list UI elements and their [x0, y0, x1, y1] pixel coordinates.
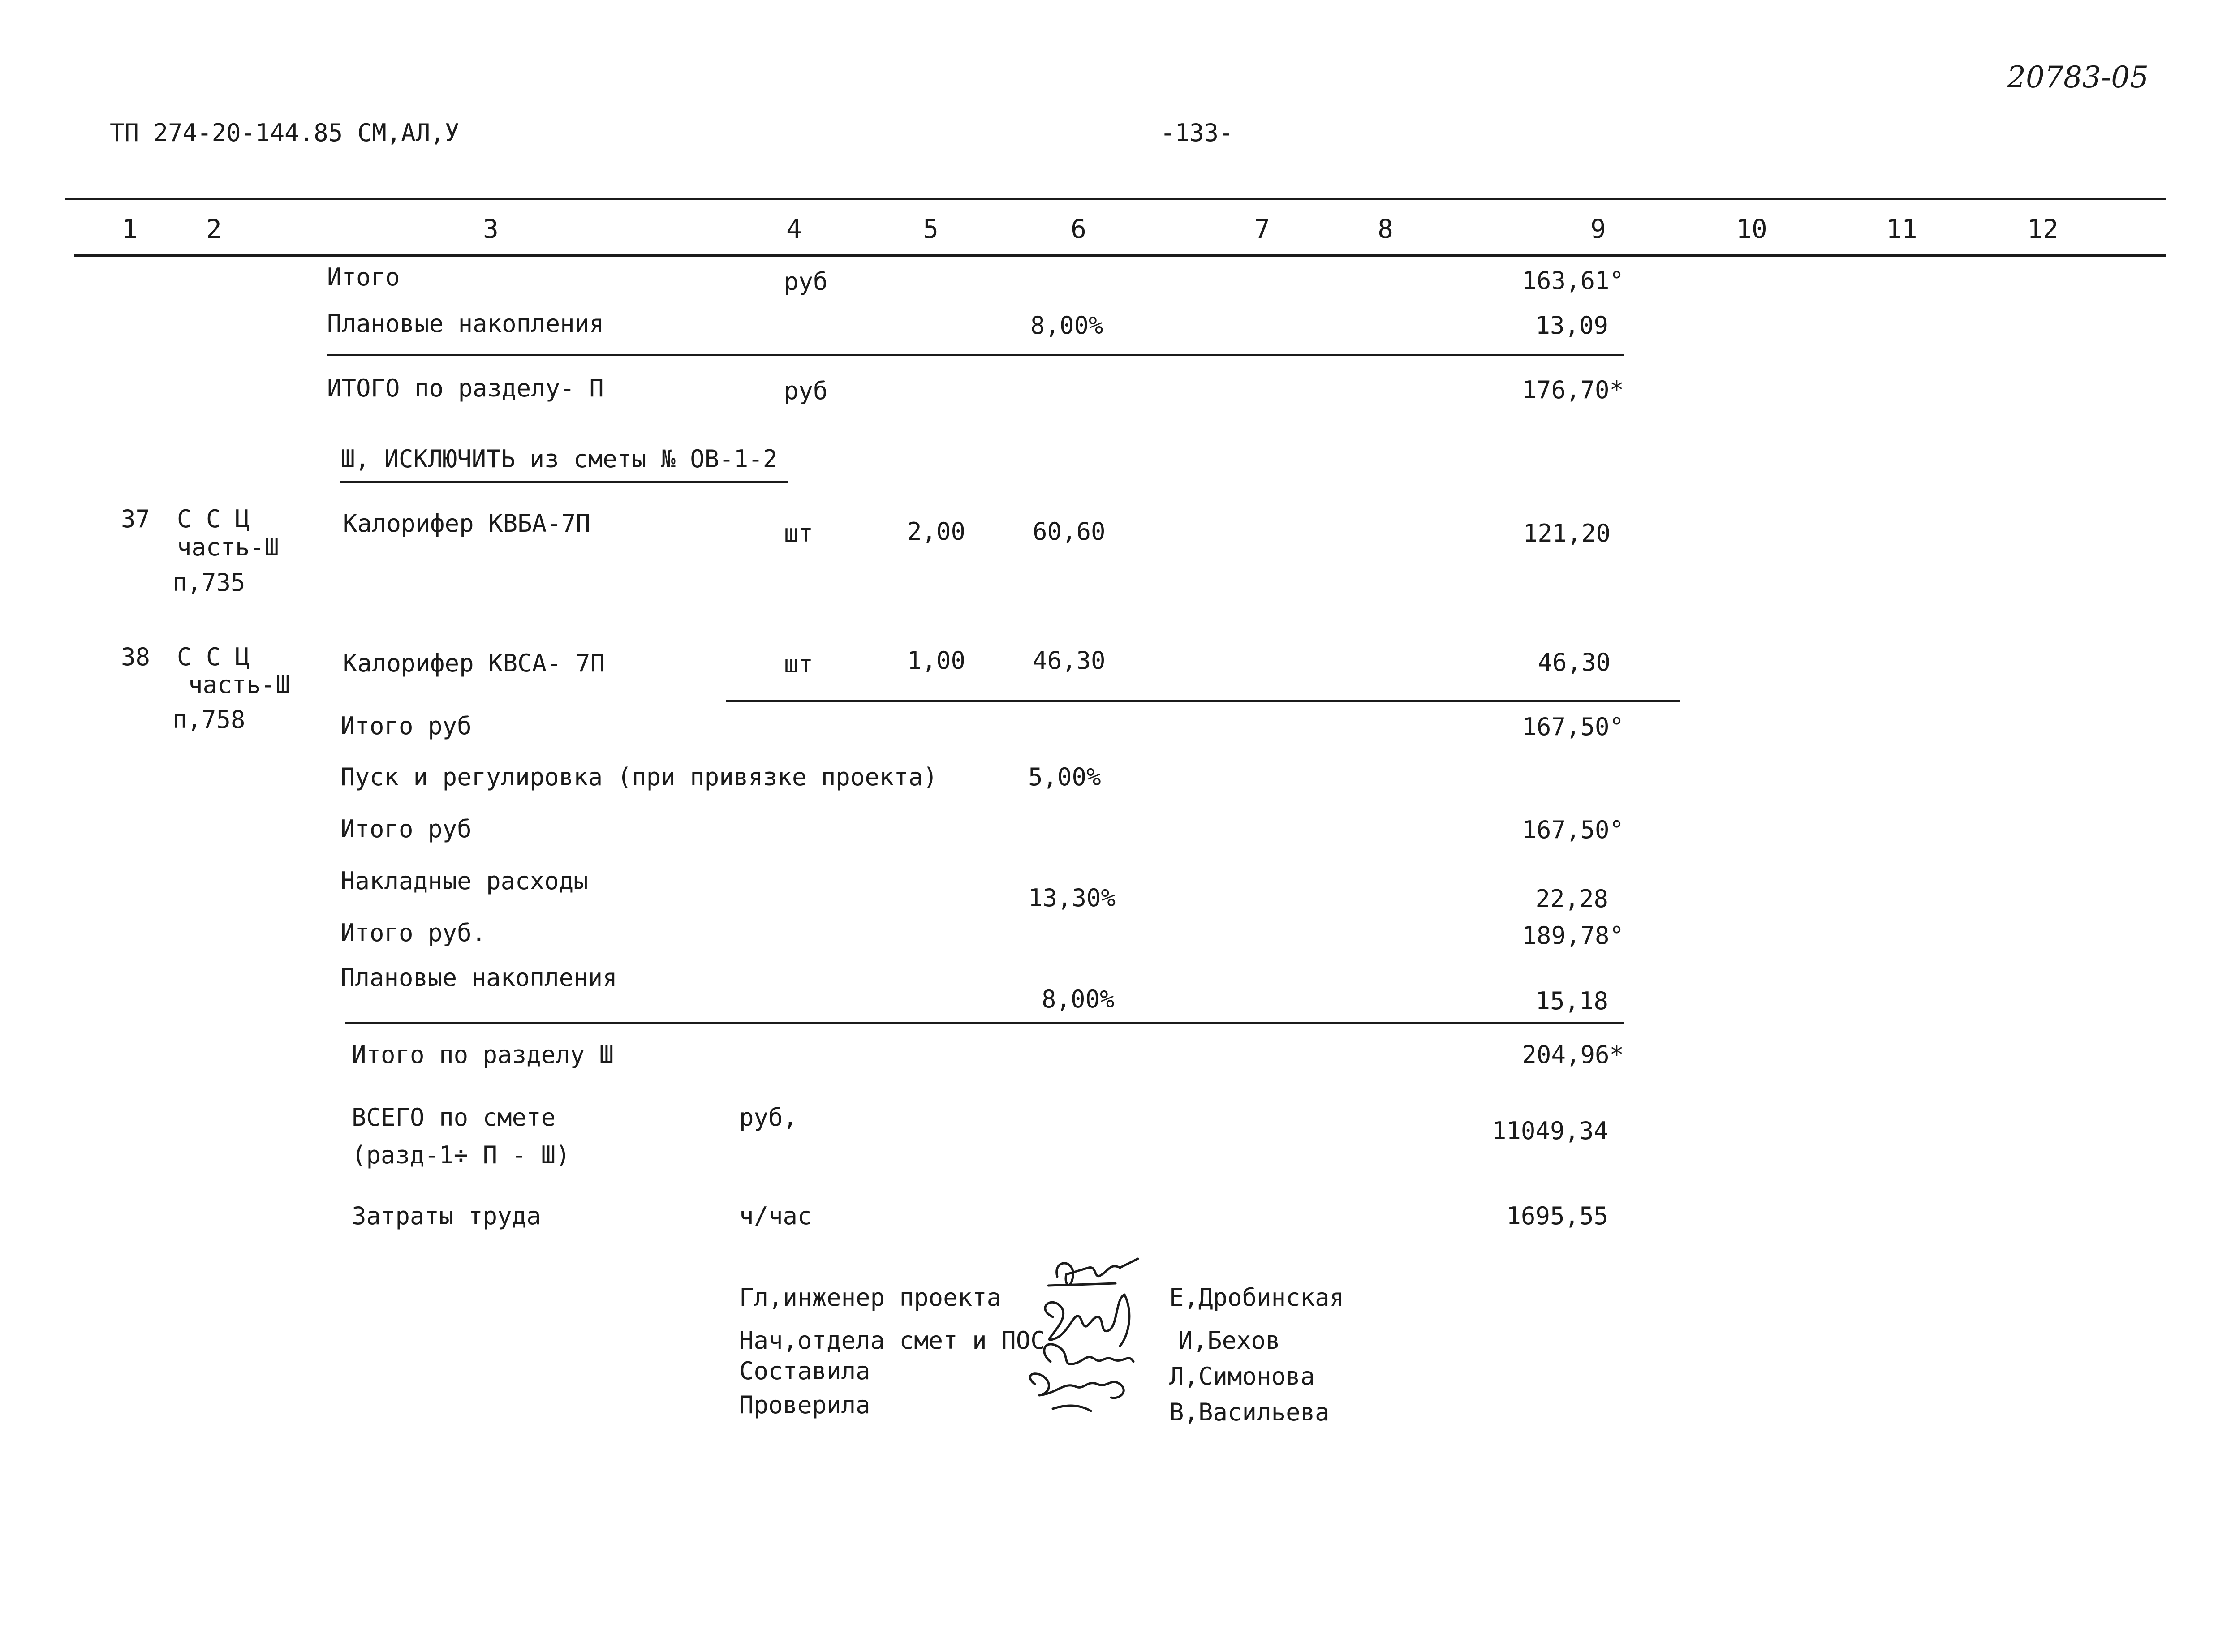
- row-total: 22,28: [1535, 885, 1608, 913]
- row-total: 163,61°: [1522, 267, 1624, 295]
- item-total: 121,20: [1523, 519, 1611, 547]
- section3-total-rule: [345, 1022, 1624, 1024]
- section2-total-rule: [327, 354, 1624, 356]
- handwritten-signatures: [986, 1250, 1165, 1456]
- signature-name: В,Васильева: [1169, 1398, 1330, 1426]
- item-name: Калорифер КВБА-7П: [343, 509, 590, 538]
- row-unit: руб: [784, 377, 828, 405]
- column-number: 7: [1254, 214, 1270, 244]
- item-unit: шт: [784, 519, 814, 547]
- column-number: 6: [1071, 214, 1086, 244]
- row-label: ИТОГО по разделу- П: [327, 374, 604, 402]
- column-number: 9: [1590, 214, 1606, 244]
- column-number: 1: [122, 214, 138, 244]
- signature-name: И,Бехов: [1178, 1326, 1280, 1355]
- row-unit: руб,: [739, 1103, 798, 1131]
- items-total-rule: [726, 700, 1680, 702]
- item-reference: п,735: [172, 568, 245, 597]
- row-label: Пуск и регулировка (при привязке проекта): [340, 763, 938, 791]
- column-number: 11: [1886, 214, 1917, 244]
- row-total: 189,78°: [1522, 921, 1624, 950]
- row-total: 167,50°: [1522, 713, 1624, 741]
- row-total: 15,18: [1535, 987, 1608, 1015]
- signature-name: Е,Дробинская: [1169, 1283, 1344, 1312]
- signature-role: Составила: [739, 1357, 870, 1385]
- section3-heading-underline: [340, 481, 788, 483]
- row-total: 13,09: [1535, 311, 1608, 340]
- row-label: Итого руб.: [340, 919, 487, 947]
- item-reference: С С Ц: [177, 505, 250, 533]
- column-number: 5: [923, 214, 939, 244]
- row-rate: 8,00%: [1042, 985, 1115, 1013]
- document-number: 20783-05: [2007, 60, 2149, 95]
- row-label: Накладные расходы: [340, 867, 588, 895]
- item-reference: п,758: [172, 706, 245, 734]
- signature-role: Гл,инженер проекта: [739, 1283, 1002, 1312]
- header-top-rule: [65, 198, 2166, 200]
- row-label: Итого руб: [340, 712, 472, 740]
- column-number: 8: [1378, 214, 1393, 244]
- column-number: 3: [483, 214, 499, 244]
- row-total: 176,70*: [1522, 376, 1624, 404]
- item-reference: С С Ц: [177, 643, 250, 671]
- item-number: 38: [121, 643, 151, 671]
- item-quantity: 2,00: [907, 517, 966, 546]
- row-label: Итого по разделу Ш: [352, 1041, 614, 1069]
- row-total: 167,50°: [1522, 816, 1624, 844]
- column-number: 12: [2027, 214, 2059, 244]
- document-code: ТП 274-20-144.85 СМ,АЛ,У: [110, 119, 460, 147]
- row-label: (разд-1÷ П - Ш): [352, 1141, 570, 1169]
- item-price: 46,30: [1033, 646, 1106, 675]
- item-reference: часть-Ш: [177, 533, 279, 561]
- row-total: 204,96*: [1522, 1041, 1624, 1069]
- signature-role: Нач,отдела смет и ПОС: [739, 1326, 1045, 1355]
- row-unit: ч/час: [739, 1202, 812, 1230]
- row-rate: 13,30%: [1028, 884, 1116, 912]
- item-quantity: 1,00: [907, 646, 966, 675]
- column-number: 2: [206, 214, 222, 244]
- signature-name: Л,Симонова: [1169, 1362, 1315, 1390]
- header-bottom-rule: [74, 254, 2166, 257]
- item-name: Калорифер КВСА- 7П: [343, 649, 605, 677]
- row-total: 11049,34: [1491, 1117, 1608, 1145]
- column-number: 4: [786, 214, 802, 244]
- item-number: 37: [121, 505, 151, 533]
- item-total: 46,30: [1538, 648, 1611, 676]
- row-label: ВСЕГО по смете: [352, 1103, 556, 1131]
- row-label: Итого руб: [340, 815, 472, 843]
- signature-role: Проверила: [739, 1391, 870, 1419]
- row-unit: руб: [784, 267, 828, 296]
- row-total: 1695,55: [1506, 1202, 1608, 1230]
- row-rate: 5,00%: [1028, 763, 1101, 791]
- row-label: Плановые накопления: [327, 310, 604, 338]
- section3-heading: Ш, ИСКЛЮЧИТЬ из сметы № ОВ-1-2: [340, 445, 778, 473]
- row-label: Итого: [327, 263, 400, 291]
- page-number: -133-: [1160, 119, 1233, 147]
- row-rate: 8,00%: [1030, 311, 1103, 340]
- row-label: Плановые накопления: [340, 964, 617, 992]
- item-reference: часть-Ш: [188, 671, 290, 699]
- item-unit: шт: [784, 650, 814, 678]
- row-label: Затраты труда: [352, 1202, 541, 1230]
- item-price: 60,60: [1033, 517, 1106, 546]
- column-number: 10: [1736, 214, 1767, 244]
